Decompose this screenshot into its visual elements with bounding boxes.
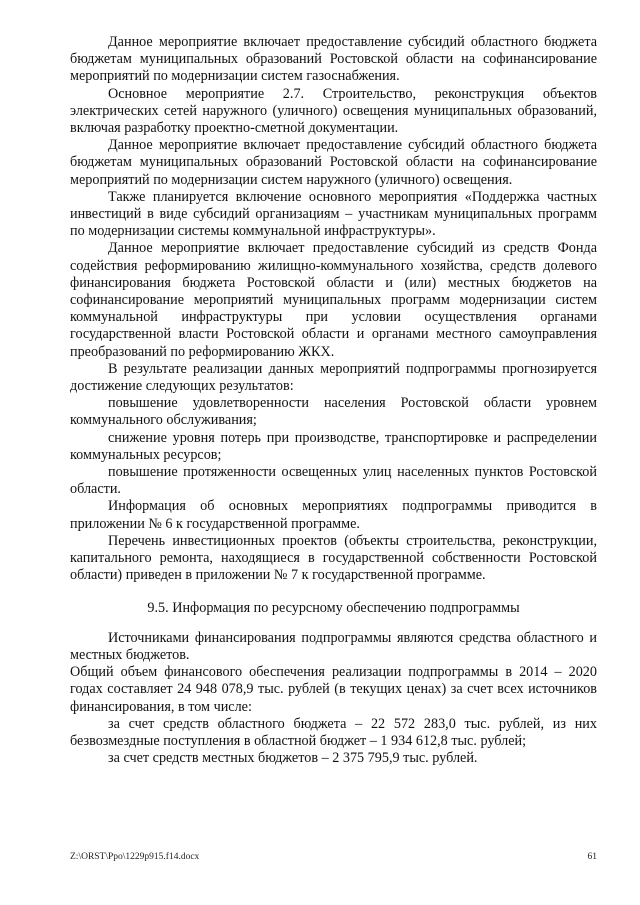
paragraph-gas-subsidies: Данное мероприятие включает предоставление субсидий областного бюджета бюджетам муниципальных образований Ростовской области на софинансирование мероприятий по модернизации систем газоснабжения.	[70, 34, 597, 85]
paragraph-measure-2-7: Основное мероприятие 2.7. Строительство, реконструкция объектов электрических сетей наружного (уличного) освещения муниципальных образований, включая разработку проектно-сметной документации.	[70, 85, 597, 137]
result-item-losses: снижение уровня потерь при производстве, транспортировке и распределении коммунальных ресурсов;	[70, 429, 597, 463]
section-heading: 9.5. Информация по ресурсному обеспечению подпрограммы	[147, 599, 520, 616]
paragraph-local-budgets: за счет средств местных бюджетов – 2 375 795,9 тыс. рублей.	[108, 750, 478, 767]
paragraph-lighting-subsidies: Данное мероприятие включает предоставление субсидий областного бюджета бюджетам муниципальных образований Ростовской области на софинансирование мероприятий по модернизации систем наружного (уличного) освещения.	[70, 137, 597, 188]
paragraph-expected-results: В результате реализации данных мероприятий подпрограммы прогнозируется достижение следующих результатов:	[70, 360, 597, 395]
result-item-lighting: повышение протяженности освещенных улиц населенных пунктов Ростовской области.	[70, 464, 597, 498]
paragraph-funding-sources: Источниками финансирования подпрограммы являются средства областного и местных бюджетов.	[70, 629, 597, 663]
page-footer	[70, 852, 597, 862]
paragraph-total-funding: Общий объем финансового обеспечения реализации подпрограммы в 2014 – 2020 годах составляет 24 948 078,9 тыс. рублей (в текущих ценах) за счет всех источников финансирования, в том числе:	[70, 664, 597, 715]
paragraph-fund-subsidies: Данное мероприятие включает предоставление субсидий из средств Фонда содействия реформированию жилищно-коммунального хозяйства, средств долевого финансирования бюджета Ростовской области и (или) местных бюджетов на софинансирование мероприятий муниципальных программ модернизации систем коммунальной инфраструктуры при условии осуществления органами государственной власти Ростовской области и органами местного самоуправления преобразований по реформированию ЖКХ.	[70, 240, 597, 360]
document-page	[70, 34, 597, 767]
paragraph-private-investment: Также планируется включение основного мероприятия «Поддержка частных инвестиций в виде субсидий организациям – участникам муниципальных программ по модернизации системы коммунальной инфраструктуры».	[70, 188, 597, 240]
page-number: 61	[587, 852, 597, 862]
result-item-satisfaction: повышение удовлетворенности населения Ростовской области уровнем коммунального обслуживания;	[70, 395, 597, 429]
paragraph-regional-budget: за счет средств областного бюджета – 22 572 283,0 тыс. рублей, из них безвозмездные поступления в областной бюджет – 1 934 612,8 тыс. рублей;	[70, 715, 597, 749]
footer-file-path: Z:\ORST\Ppo\1229p915.f14.docx	[70, 852, 200, 862]
paragraph-appendix-6: Информация об основных мероприятиях подпрограммы приводится в приложении № 6 к государственной программе.	[70, 498, 597, 532]
paragraph-appendix-7: Перечень инвестиционных проектов (объекты строительства, реконструкции, капитального ремонта, находящиеся в государственной собственности Ростовской области) приведен в приложении № 7 к государственной программе.	[70, 532, 597, 584]
